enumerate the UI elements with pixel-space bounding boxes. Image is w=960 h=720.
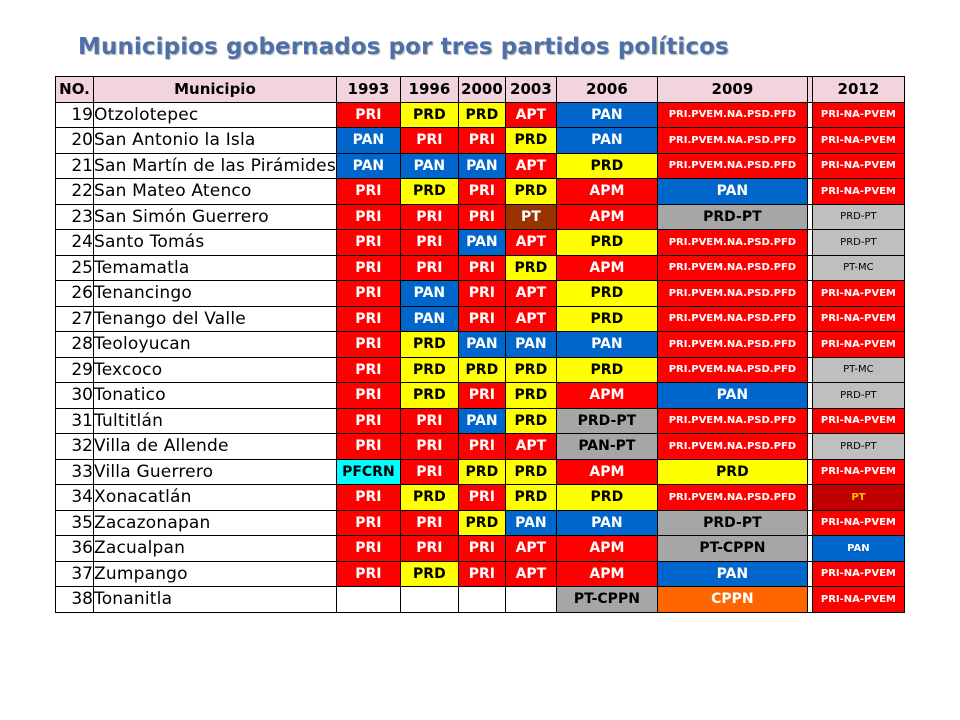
municipio-name: Otzolotepec [94, 102, 337, 128]
party-cell-1996: PAN [400, 306, 458, 332]
party-cell-2003: PRD [505, 357, 556, 383]
row-number: 26 [56, 281, 94, 307]
party-cell-2012: PT-MC [812, 255, 904, 281]
party-cell-2009: PRI.PVEM.NA.PSD.PFD [657, 357, 807, 383]
municipio-name: San Mateo Atenco [94, 179, 337, 205]
party-cell-2012: PRI-NA-PVEM [812, 510, 904, 536]
page-title: Municipios gobernados por tres partidos políticos [78, 34, 729, 60]
party-cell-1996: PRD [400, 357, 458, 383]
party-cell-2006: PRD [556, 281, 657, 307]
table-row [56, 485, 905, 511]
party-cell-2006: PT-CPPN [556, 587, 657, 613]
municipio-name: San Simón Guerrero [94, 204, 337, 230]
table-row [56, 281, 905, 307]
row-number: 29 [56, 357, 94, 383]
party-cell-1993: PRI [336, 434, 400, 460]
municipio-name: San Martín de las Pirámides [94, 153, 337, 179]
party-cell-2009: PRI.PVEM.NA.PSD.PFD [657, 306, 807, 332]
row-number: 28 [56, 332, 94, 358]
party-cell-2006: APM [556, 536, 657, 562]
row-number: 34 [56, 485, 94, 511]
header-no: NO. [56, 77, 94, 103]
table-row [56, 230, 905, 256]
row-number: 35 [56, 510, 94, 536]
party-cell-1993: PRI [336, 306, 400, 332]
table-row [56, 587, 905, 613]
party-cell-2000: PRI [458, 281, 505, 307]
table-row [56, 561, 905, 587]
header-2012: 2012 [812, 77, 904, 103]
party-cell-2006: APM [556, 179, 657, 205]
row-number: 32 [56, 434, 94, 460]
party-cell-1996: PRD [400, 561, 458, 587]
party-cell-2003: APT [505, 230, 556, 256]
party-cell-2000: PAN [458, 230, 505, 256]
party-cell-1996: PRI [400, 459, 458, 485]
municipio-name: Villa de Allende [94, 434, 337, 460]
party-cell-1996: PRD [400, 179, 458, 205]
party-cell-2012: PRI-NA-PVEM [812, 459, 904, 485]
party-cell-1993: PRI [336, 383, 400, 409]
row-number: 23 [56, 204, 94, 230]
table-row [56, 204, 905, 230]
party-cell-1996: PRD [400, 102, 458, 128]
party-cell-2000: PRI [458, 383, 505, 409]
table-row [56, 459, 905, 485]
party-cell-2006: PRD [556, 485, 657, 511]
party-cell-2009: PRI.PVEM.NA.PSD.PFD [657, 255, 807, 281]
table-row [56, 128, 905, 154]
party-cell-2006: APM [556, 459, 657, 485]
party-cell-2006: APM [556, 255, 657, 281]
party-cell-2000: PRI [458, 561, 505, 587]
row-number: 36 [56, 536, 94, 562]
municipio-name: Tenancingo [94, 281, 337, 307]
party-cell-2006: APM [556, 561, 657, 587]
header-1996: 1996 [400, 77, 458, 103]
party-cell-1996: PRD [400, 332, 458, 358]
party-cell-1996: PRI [400, 128, 458, 154]
party-cell-2006: PRD [556, 153, 657, 179]
table-body [56, 102, 905, 612]
party-cell-2000: PRD [458, 357, 505, 383]
party-cell-2009: PRI.PVEM.NA.PSD.PFD [657, 434, 807, 460]
party-cell-1993: PRI [336, 536, 400, 562]
party-cell-2003: PRD [505, 179, 556, 205]
party-cell-1996 [400, 587, 458, 613]
party-cell-1996: PRI [400, 536, 458, 562]
party-cell-2000: PRI [458, 306, 505, 332]
party-cell-2012: PRI-NA-PVEM [812, 306, 904, 332]
party-cell-2009: PRI.PVEM.NA.PSD.PFD [657, 128, 807, 154]
row-number: 38 [56, 587, 94, 613]
municipio-name: Santo Tomás [94, 230, 337, 256]
party-cell-2012: PRI-NA-PVEM [812, 153, 904, 179]
party-cell-1996: PRI [400, 510, 458, 536]
municipio-name: Tonatico [94, 383, 337, 409]
header-municipio: Municipio [94, 77, 337, 103]
municipio-name: Texcoco [94, 357, 337, 383]
table-row [56, 510, 905, 536]
party-cell-2006: PAN [556, 128, 657, 154]
row-number: 27 [56, 306, 94, 332]
table-row [56, 383, 905, 409]
party-cell-2000: PRI [458, 128, 505, 154]
row-number: 30 [56, 383, 94, 409]
party-cell-2003: PAN [505, 332, 556, 358]
party-cell-2000: PRI [458, 485, 505, 511]
party-cell-2003: PRD [505, 459, 556, 485]
header-2006: 2006 [556, 77, 657, 103]
party-cell-2009: PAN [657, 179, 807, 205]
party-cell-1993: PRI [336, 485, 400, 511]
party-cell-1996: PRI [400, 204, 458, 230]
table-row [56, 332, 905, 358]
header-row [56, 77, 905, 103]
party-cell-1996: PAN [400, 153, 458, 179]
party-cell-2003: APT [505, 434, 556, 460]
party-cell-1996: PRI [400, 408, 458, 434]
municipio-name: Temamatla [94, 255, 337, 281]
party-cell-2000: PAN [458, 332, 505, 358]
party-cell-2009: PRD-PT [657, 204, 807, 230]
party-cell-2009: PRI.PVEM.NA.PSD.PFD [657, 485, 807, 511]
party-cell-1996: PRI [400, 255, 458, 281]
party-cell-2012: PRD-PT [812, 383, 904, 409]
party-cell-2012: PRI-NA-PVEM [812, 179, 904, 205]
party-cell-2000: PAN [458, 153, 505, 179]
party-cell-1993: PRI [336, 281, 400, 307]
party-cell-2009: CPPN [657, 587, 807, 613]
party-cell-2003: APT [505, 153, 556, 179]
party-cell-2006: PRD [556, 357, 657, 383]
party-cell-2006: PRD [556, 306, 657, 332]
party-cell-2012: PAN [812, 536, 904, 562]
party-cell-2012: PRI-NA-PVEM [812, 281, 904, 307]
party-cell-2012: PRI-NA-PVEM [812, 587, 904, 613]
party-cell-2009: PAN [657, 561, 807, 587]
party-cell-1993: PRI [336, 510, 400, 536]
party-cell-2012: PRI-NA-PVEM [812, 128, 904, 154]
party-cell-2012: PRD-PT [812, 434, 904, 460]
table-row [56, 408, 905, 434]
row-number: 19 [56, 102, 94, 128]
party-cell-2006: PAN [556, 332, 657, 358]
municipio-name: Tultitlán [94, 408, 337, 434]
party-cell-1996: PRD [400, 485, 458, 511]
party-cell-2000 [458, 587, 505, 613]
municipio-name: Zacazonapan [94, 510, 337, 536]
municipio-name: Teoloyucan [94, 332, 337, 358]
party-cell-1993: PFCRN [336, 459, 400, 485]
municipio-name: Zumpango [94, 561, 337, 587]
party-cell-2003: APT [505, 102, 556, 128]
party-cell-1993: PRI [336, 357, 400, 383]
party-cell-1993: PRI [336, 255, 400, 281]
table-row [56, 102, 905, 128]
party-cell-2003: PRD [505, 408, 556, 434]
party-cell-1993: PRI [336, 561, 400, 587]
party-cell-2003: APT [505, 306, 556, 332]
municipio-name: Villa Guerrero [94, 459, 337, 485]
party-cell-2003: APT [505, 281, 556, 307]
party-cell-1996: PRI [400, 230, 458, 256]
party-cell-2012: PT [812, 485, 904, 511]
party-cell-1993: PRI [336, 332, 400, 358]
party-cell-2003: PRD [505, 255, 556, 281]
party-cell-2000: PRI [458, 179, 505, 205]
header-2000: 2000 [458, 77, 505, 103]
table-row [56, 357, 905, 383]
header-2003: 2003 [505, 77, 556, 103]
party-cell-1993: PAN [336, 153, 400, 179]
row-number: 25 [56, 255, 94, 281]
party-cell-1993: PRI [336, 204, 400, 230]
party-cell-2000: PRD [458, 102, 505, 128]
table-row [56, 434, 905, 460]
party-cell-2006: PRD-PT [556, 408, 657, 434]
party-cell-2009: PRD-PT [657, 510, 807, 536]
party-cell-1996: PRD [400, 383, 458, 409]
municipio-name: Xonacatlán [94, 485, 337, 511]
party-cell-2012: PRI-NA-PVEM [812, 408, 904, 434]
party-cell-2000: PRI [458, 255, 505, 281]
row-number: 22 [56, 179, 94, 205]
row-number: 37 [56, 561, 94, 587]
municipio-name: Zacualpan [94, 536, 337, 562]
municipio-name: Tonanitla [94, 587, 337, 613]
party-cell-2009: PRD [657, 459, 807, 485]
municipio-name: San Antonio la Isla [94, 128, 337, 154]
party-cell-2003: PRD [505, 128, 556, 154]
party-cell-2000: PRI [458, 204, 505, 230]
party-cell-2006: PAN [556, 102, 657, 128]
party-cell-2012: PT-MC [812, 357, 904, 383]
party-cell-2003: PAN [505, 510, 556, 536]
party-cell-1993: PRI [336, 230, 400, 256]
party-cell-2009: PAN [657, 383, 807, 409]
party-cell-1996: PRI [400, 434, 458, 460]
party-cell-2012: PRI-NA-PVEM [812, 332, 904, 358]
party-cell-2009: PRI.PVEM.NA.PSD.PFD [657, 332, 807, 358]
party-cell-2009: PRI.PVEM.NA.PSD.PFD [657, 230, 807, 256]
party-cell-2009: PRI.PVEM.NA.PSD.PFD [657, 102, 807, 128]
row-number: 33 [56, 459, 94, 485]
party-cell-2000: PRI [458, 536, 505, 562]
table-row [56, 536, 905, 562]
party-cell-2000: PRD [458, 510, 505, 536]
party-cell-2012: PRI-NA-PVEM [812, 102, 904, 128]
row-number: 20 [56, 128, 94, 154]
municipio-name: Tenango del Valle [94, 306, 337, 332]
party-cell-1993: PRI [336, 179, 400, 205]
header-1993: 1993 [336, 77, 400, 103]
party-cell-2000: PAN [458, 408, 505, 434]
row-number: 21 [56, 153, 94, 179]
party-cell-2000: PRI [458, 434, 505, 460]
party-cell-2012: PRD-PT [812, 230, 904, 256]
party-cell-2003: APT [505, 536, 556, 562]
table-row [56, 179, 905, 205]
party-cell-1993 [336, 587, 400, 613]
party-cell-1993: PRI [336, 408, 400, 434]
party-cell-2003: PT [505, 204, 556, 230]
party-cell-2006: PAN [556, 510, 657, 536]
party-cell-2009: PRI.PVEM.NA.PSD.PFD [657, 281, 807, 307]
party-cell-2006: APM [556, 383, 657, 409]
party-cell-1993: PRI [336, 102, 400, 128]
party-cell-2006: APM [556, 204, 657, 230]
party-cell-2003 [505, 587, 556, 613]
party-cell-2009: PRI.PVEM.NA.PSD.PFD [657, 153, 807, 179]
party-cell-2003: PRD [505, 383, 556, 409]
municipalities-table [55, 76, 905, 613]
table-row [56, 255, 905, 281]
party-cell-2009: PT-CPPN [657, 536, 807, 562]
row-number: 24 [56, 230, 94, 256]
party-cell-2000: PRD [458, 459, 505, 485]
header-2009: 2009 [657, 77, 807, 103]
row-number: 31 [56, 408, 94, 434]
party-cell-2012: PRD-PT [812, 204, 904, 230]
party-cell-2006: PAN-PT [556, 434, 657, 460]
party-cell-2009: PRI.PVEM.NA.PSD.PFD [657, 408, 807, 434]
party-cell-2003: PRD [505, 485, 556, 511]
party-cell-2006: PRD [556, 230, 657, 256]
party-cell-1993: PAN [336, 128, 400, 154]
table-row [56, 306, 905, 332]
table-row [56, 153, 905, 179]
party-cell-2012: PRI-NA-PVEM [812, 561, 904, 587]
party-cell-1996: PAN [400, 281, 458, 307]
party-cell-2003: APT [505, 561, 556, 587]
